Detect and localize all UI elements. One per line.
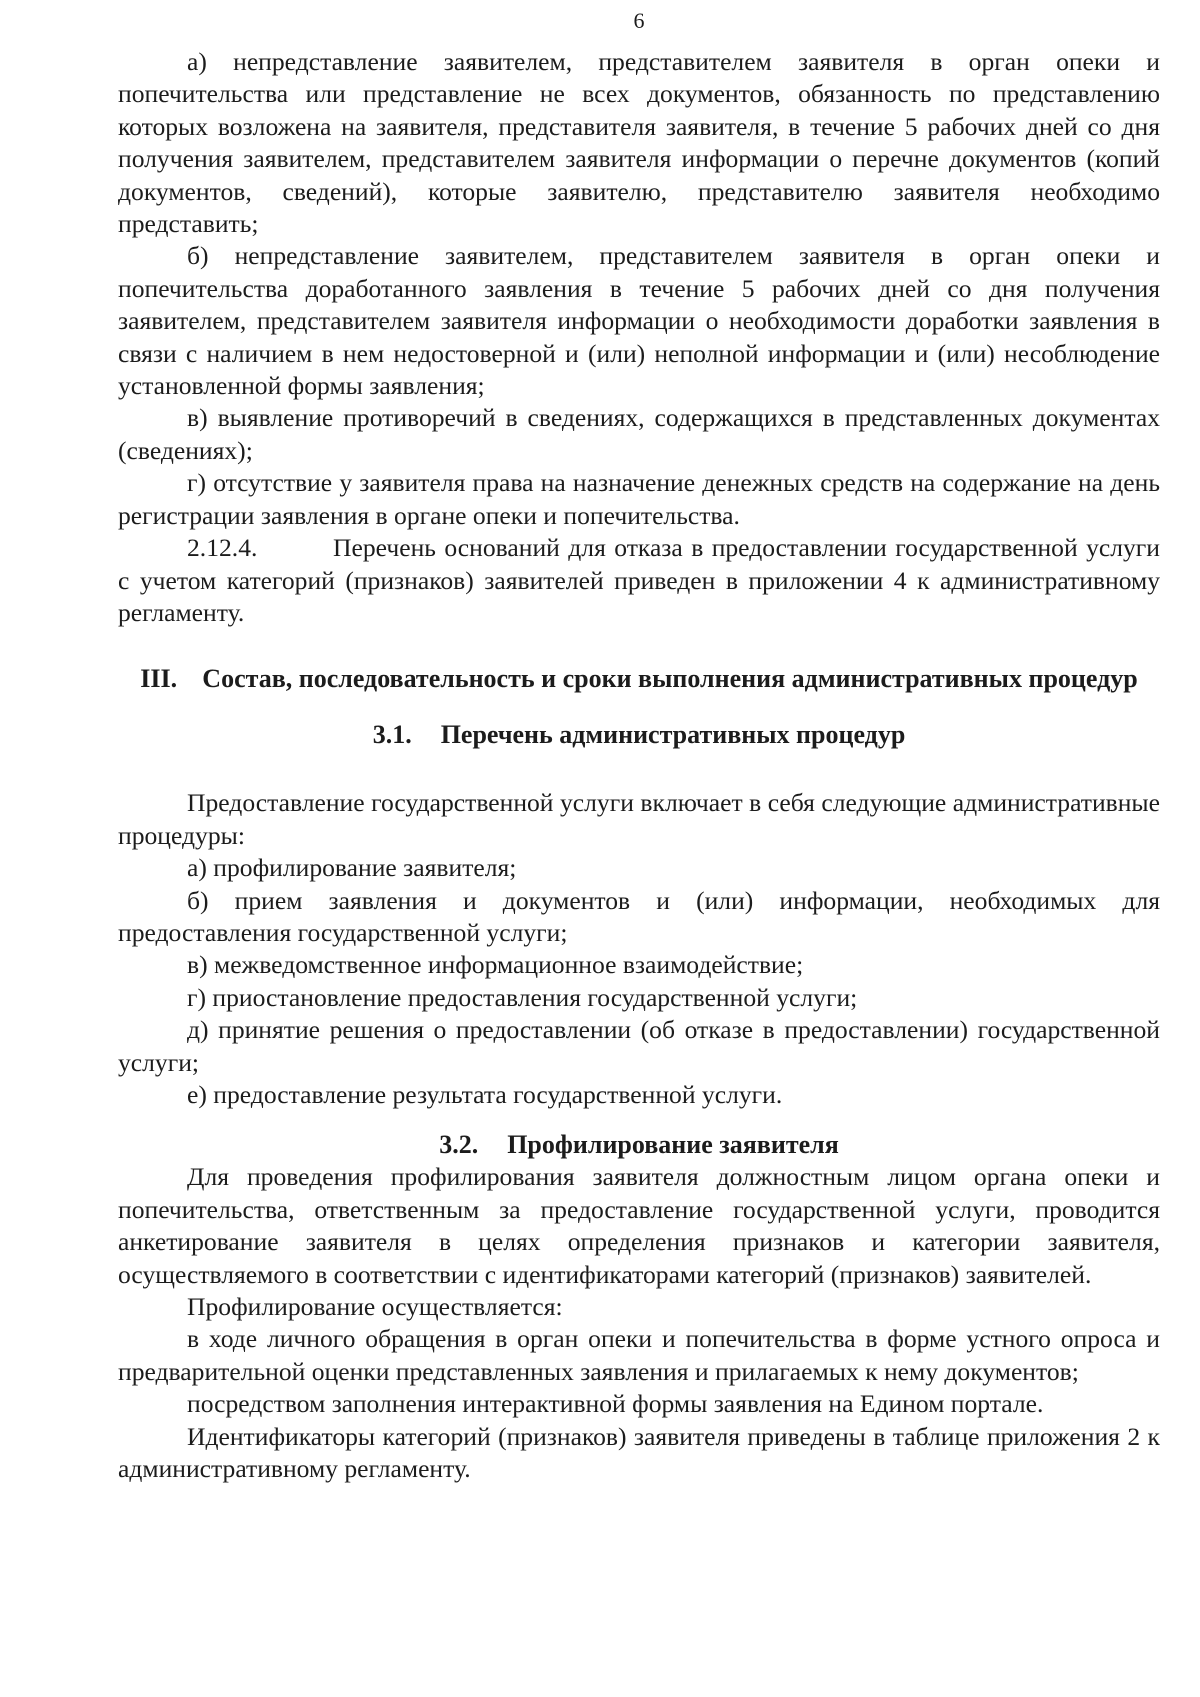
profiling-paragraph: Идентификаторы категорий (признаков) заявителя приведены в таблице приложения 2 к административному регламенту. (118, 1421, 1160, 1484)
procedures-intro: Предоставление государственной услуги включает в себя следующие административные процедуры: (118, 788, 1160, 850)
clause-text: Перечень оснований для отказа в предоставлении государственной услуги с учетом категорий (признаков) заявителей приведен в приложении 4 к административному регламенту. (118, 533, 1160, 627)
clause-2-12-4 (118, 532, 1160, 629)
page-number: 6 (633, 8, 645, 33)
procedure-item: а) профилирование заявителя; (187, 853, 517, 883)
procedure-item: е) предоставление результата государственной услуги. (187, 1079, 783, 1109)
profiling-paragraph: в ходе личного обращения в орган опеки и попечительства в форме устного опроса и предварительной оценки представленных заявления и прилагаемых к нему документов; (118, 1324, 1160, 1386)
profiling-paragraph: Для проведения профилирования заявителя должностным лицом органа опеки и попечительства, ответственным за предоставление государственной услуги, проводится анкетирование заявителя в целях определения признаков и категории заявителя, осуществляемого в соответствии с идентификаторами категорий (признаков) заявителей. (118, 1162, 1160, 1289)
procedure-item: б) прием заявления и документов и (или) информации, необходимых для предоставления государственной услуги; (118, 885, 1160, 947)
clause-number: 2.12.4. (187, 533, 258, 563)
profiling-paragraph: посредством заполнения интерактивной формы заявления на Едином портале. (187, 1389, 1044, 1419)
section-roman-number: III. (140, 664, 178, 694)
profiling-paragraph: Профилирование осуществляется: (187, 1292, 563, 1321)
subsection-3-2-number: 3.2. (439, 1130, 479, 1160)
subsection-3-1-title: Перечень административных процедур (440, 720, 906, 750)
procedure-item: г) приостановление предоставления государственной услуги; (187, 982, 858, 1012)
subsection-3-1-number: 3.1. (372, 720, 412, 750)
paragraph-v: в) выявление противоречий в сведениях, содержащихся в представленных документах (сведениях); (118, 403, 1160, 465)
subsection-3-2-heading (118, 1129, 1160, 1161)
paragraph-a: а) непредставление заявителем, представителем заявителя в орган опеки и попечительства или представление не всех документов, обязанность по представлению которых возложена на заявителя, представителя заявителя, в течение 5 рабочих дней со дня получения заявителем, представителем заявителя информации о перечне документов (копий документов, сведений), которые заявителю, представителю заявителя необходимо представить; (118, 47, 1160, 239)
subsection-3-1-heading (118, 719, 1160, 751)
subsection-3-2-title: Профилирование заявителя (507, 1130, 839, 1160)
procedure-item: в) межведомственное информационное взаимодействие; (187, 950, 804, 980)
paragraph-g: г) отсутствие у заявителя права на назначение денежных средств на содержание на день регистрации заявления в органе опеки и попечительства. (118, 468, 1160, 530)
procedure-item: д) принятие решения о предоставлении (об отказе в предоставлении) государственной услуги; (118, 1015, 1160, 1077)
document-body (118, 46, 1160, 1485)
paragraph-b: б) непредставление заявителем, представителем заявителя в орган опеки и попечительства доработанного заявления в течение 5 рабочих дней со дня получения заявителем, представителем заявителя информации о необходимости доработки заявления в связи с наличием в нем недостоверной и (или) неполной информации и (или) несоблюдение установленной формы заявления; (118, 241, 1160, 401)
section-heading (118, 663, 1160, 695)
section-title: Состав, последовательность и сроки выполнения административных процедур (202, 664, 1138, 694)
